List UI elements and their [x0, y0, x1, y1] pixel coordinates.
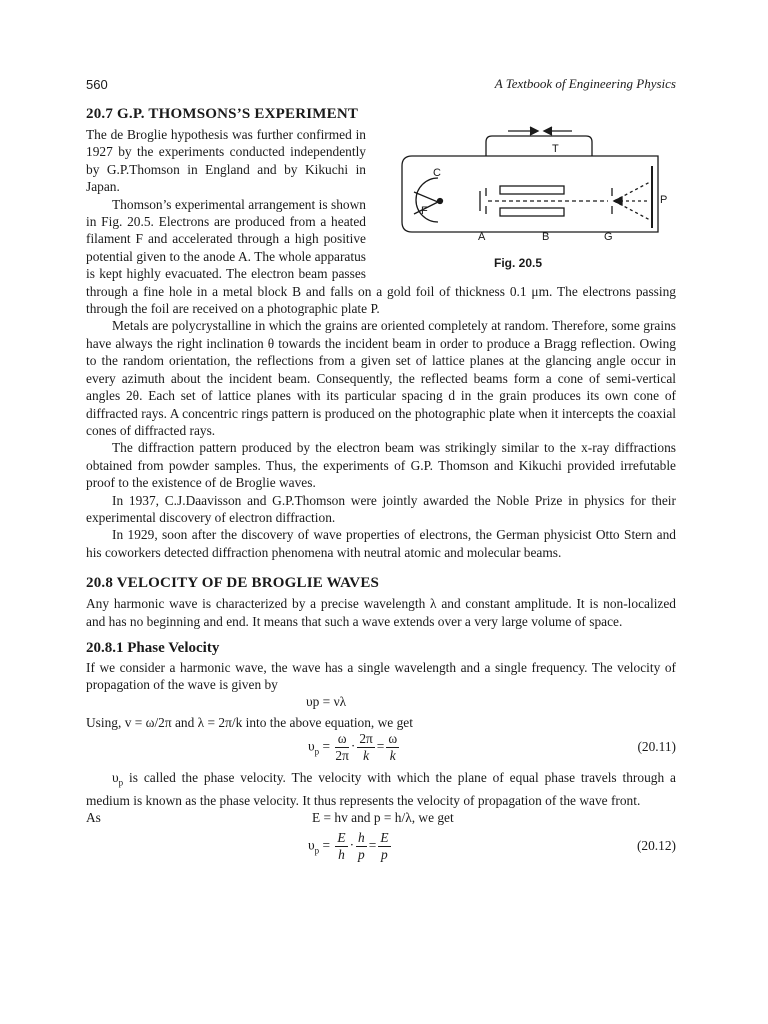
paragraph: The de Broglie hypothesis was further confirmed in 1927 by the experiments conducted independently by G.P.Thomson in England and by Kikuchi in Japan. — [86, 127, 366, 195]
subsection-heading-20-8-1: 20.8.1 Phase Velocity — [86, 639, 220, 656]
equation-body: $\upsilon_p$ = $\frac{E}{h}$ · $\frac{h}{p}$ = $\frac{E}{p}$ — [308, 829, 389, 862]
equation-body: $\upsilon_p$ = $\frac{\omega}{2\pi}$ · $\frac{2\pi}{k}$ = $\frac{\omega}{k}$ — [308, 731, 398, 764]
paragraph: In 1937, C.J.Daavisson and G.P.Thomson were jointly awarded the Noble Prize in physics for their experimental discovery of electron diffraction. — [86, 492, 676, 525]
page — [86, 72, 676, 868]
equation-20-12 — [86, 830, 676, 868]
label-A: A — [478, 231, 486, 243]
section-heading-20-7: 20.7 G.P. THOMSONS’S EXPERIMENT — [86, 106, 359, 122]
equation-20-11 — [86, 731, 676, 769]
equation-phase-velocity — [86, 694, 676, 714]
as-word: As — [86, 809, 101, 825]
equation-number: (20.11) — [637, 739, 676, 755]
running-header — [86, 72, 676, 92]
as-line — [86, 810, 676, 830]
paragraph: In 1929, soon after the discovery of wave properties of electrons, the German physicist Otto Stern and his coworkers detected diffraction phenomena with neutral atomic and molecular beams. — [86, 527, 676, 560]
label-G: G — [604, 231, 613, 243]
page-number: 560 — [86, 77, 108, 92]
label-F: F — [421, 205, 428, 217]
section-heading-20-8: 20.8 VELOCITY OF DE BROGLIE WAVES — [86, 575, 380, 592]
label-C: C — [433, 167, 441, 179]
paragraph: Thomson’s experimental arrangement is shown in Fig. 20.5. Electrons are produced from a heated filament F and accelerated through a high positive potential given to the anode A. The whole apparatus is kept highly evacuated. The electron beam passes through a fine hole in a metal block B and falls on a gold foil of thickness 0.1 μm. The electrons passing through the foil are received on a photographic plate P. — [86, 196, 676, 317]
equation-text: υp = νλ — [306, 693, 347, 709]
paragraph: Metals are polycrystalline in which the grains are oriented completely at random. Therefore, some grains have always the right inclination θ towards the incident beam in order to produce a Bragg reflection. Owing to the random orientation, the reflections from a given set of lattice planes at the glancing angle occur in every azimuth about the incident beam. Consequently, the reflected beams form a cone of semi-vertical angles 2θ. Each set of lattice planes with its particular spacing d in the grain produces its own cone of diffracted rays. A concentric rings pattern is produced on the photographic plate when it intercepts the coaxial cones of diffracted rays. — [86, 318, 676, 438]
paragraph: If we consider a harmonic wave, the wave has a single wavelength and a single frequency. The velocity of propagation of the wave is given by — [86, 659, 676, 693]
thomson-apparatus-diagram — [376, 126, 676, 256]
phase-velocity-text: is called the phase velocity. The velocity with which the plane of equal phase travels through a medium is known as the phase velocity. It thus represents the velocity of propagation of the wave front. — [86, 770, 676, 809]
paragraph: The diffraction pattern produced by the electron beam was strikingly similar to the x-ray diffractions obtained from powder samples. Thus, the experiments of G.P. Thomson and Kikuchi provided irrefutable proof to the existence of de Broglie waves. — [86, 440, 676, 491]
paragraph: Using, v = ω/2π and λ = 2π/k into the above equation, we get — [86, 714, 413, 730]
paragraph: $\upsilon_p$ is called the phase velocity. The velocity with which the plane of equal phase travels through a medium is known as the phase velocity. It thus represents the velocity of propagation of the wave front. — [86, 770, 676, 809]
label-P: P — [660, 194, 668, 206]
equation-number: (20.12) — [636, 837, 676, 853]
book-title: A Textbook of Engineering Physics — [494, 76, 676, 91]
section-20-7-body — [86, 126, 676, 561]
figure-20-5 — [376, 126, 676, 274]
label-T: T — [552, 143, 559, 155]
label-B: B — [542, 231, 550, 243]
as-equation: E = hv and p = h/λ, we get — [312, 809, 454, 825]
paragraph: Any harmonic wave is characterized by a precise wavelength λ and constant amplitude. It is non-localized and has no beginning and end. It means that such a wave extends over a very large volume of space. — [86, 596, 676, 629]
figure-caption: Fig. 20.5 — [494, 256, 543, 270]
